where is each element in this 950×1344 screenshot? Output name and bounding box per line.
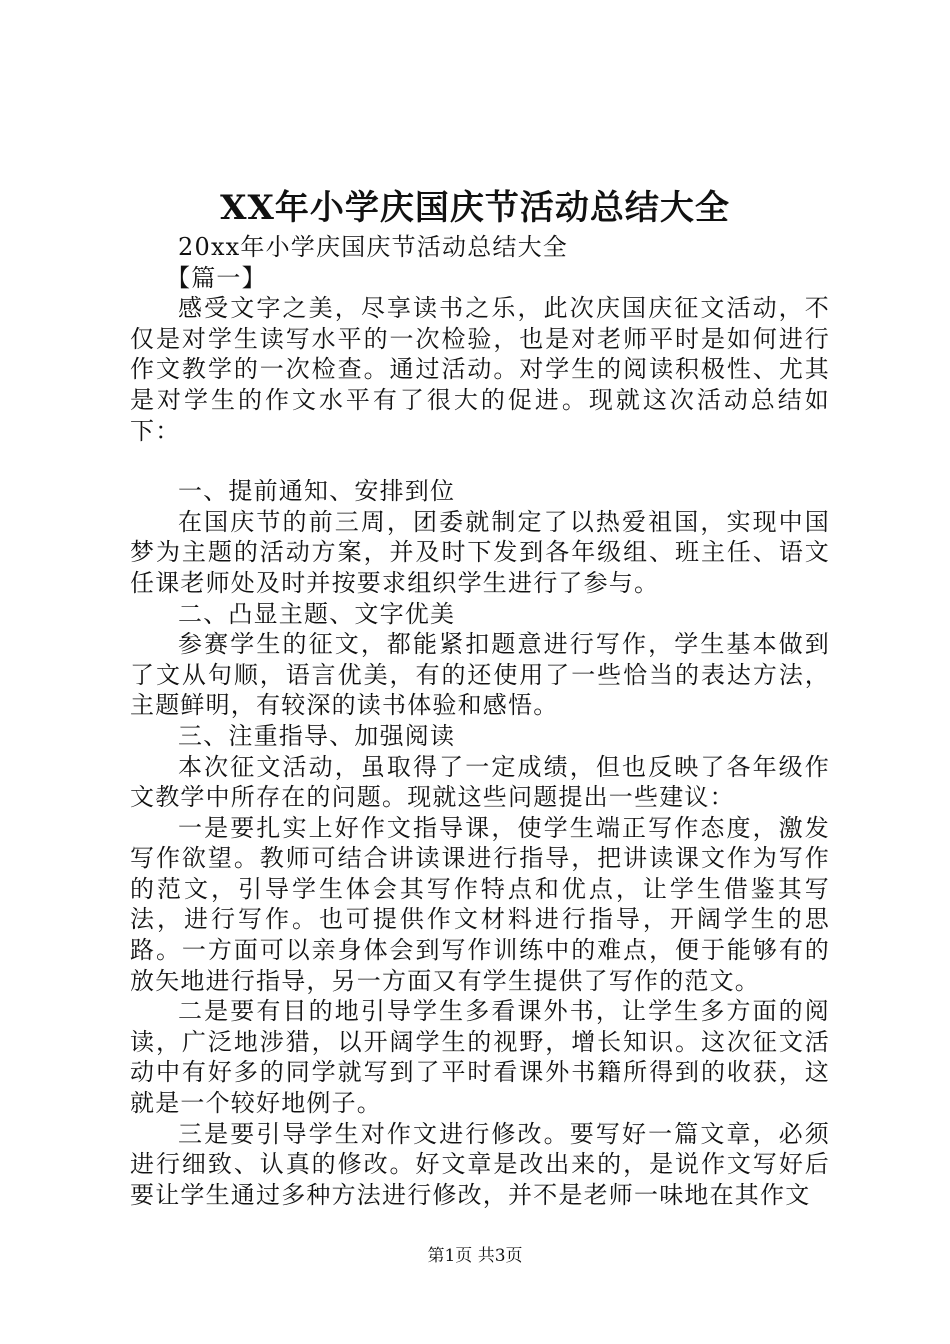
paragraph: 二是要有目的地引导学生多看课外书，让学生多方面的阅读，广泛地涉猎，以开阔学生的视野，增长知识。这次征文活动中有好多的同学就写到了平时看课外书籍所得到的收获，这就是一个较好地例子。	[130, 997, 830, 1118]
document-title: XX年小学庆国庆节活动总结大全	[220, 188, 730, 228]
paragraph: 三是要引导学生对作文进行修改。要写好一篇文章，必须进行细致、认真的修改。好文章是改出来的，是说作文写好后要让学生通过多种方法进行修改，并不是老师一味地在其作文	[130, 1119, 830, 1209]
paragraph: 感受文字之美，尽享读书之乐，此次庆国庆征文活动，不仅是对学生读写水平的一次检验，也是对老师平时是如何进行作文教学的一次检查。通过活动。对学生的阅读积极性、尤其是对学生的作文水平有了很大的促进。现就这次活动总结如下：	[130, 294, 830, 445]
section-heading: 三、注重指导、加强阅读	[178, 721, 456, 750]
paragraph: 一是要扎实上好作文指导课，使学生端正写作态度，激发写作欲望。教师可结合讲读课进行指导，把讲读课文作为写作的范文，引导学生体会其写作特点和优点，让学生借鉴其写法，进行写作。也可提供作文材料进行指导，开阔学生的思路。一方面可以亲身体会到写作训练中的难点，便于能够有的放矢地进行指导，另一方面又有学生提供了写作的范文。	[130, 813, 830, 995]
page-footer: 第1页 共3页	[427, 1246, 523, 1266]
section-heading: 一、提前通知、安排到位	[178, 477, 456, 506]
paragraph: 在国庆节的前三周，团委就制定了以热爱祖国，实现中国梦为主题的活动方案，并及时下发到各年级组、班主任、语文任课老师处及时并按要求组织学生进行了参与。	[130, 507, 830, 597]
document-body	[130, 232, 830, 1210]
paragraph: 参赛学生的征文，都能紧扣题意进行写作，学生基本做到了文从句顺，语言优美，有的还使用了一些恰当的表达方法，主题鲜明，有较深的读书体验和感悟。	[130, 630, 830, 720]
section-heading: 二、凸显主题、文字优美	[178, 599, 456, 628]
paragraph: 本次征文活动，虽取得了一定成绩，但也反映了各年级作文教学中所存在的问题。现就这些问题提出一些建议：	[130, 752, 830, 812]
paragraph-gap	[130, 446, 830, 476]
document-subtitle: 20xx年小学庆国庆节活动总结大全	[178, 233, 569, 261]
part-label: 【篇一】	[166, 263, 267, 292]
